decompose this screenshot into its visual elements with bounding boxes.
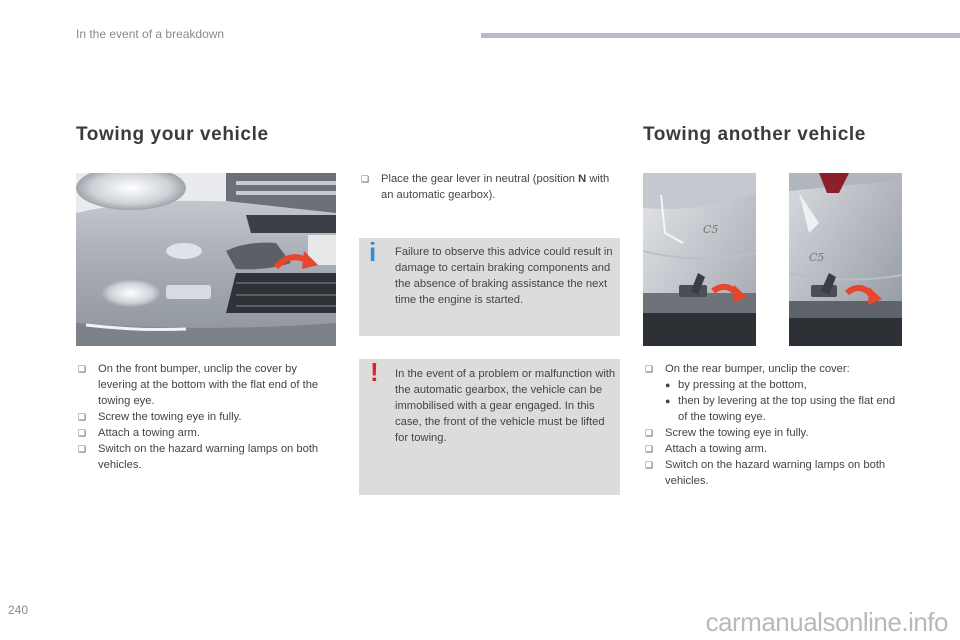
list-item: ❑ Attach a towing arm. [645,443,767,455]
car-badge-logo: C5 [809,251,825,264]
checkbox-icon: ❑ [645,460,654,470]
list-item: ● by pressing at the bottom, [665,379,807,391]
list-item: ❑ Switch on the hazard warning lamps on both vehicles. [645,459,886,487]
list-item: ❑ On the front bumper, unclip the cover by levering at the bottom with the flat end of the towing eye. [78,363,319,407]
right-steps-list [643,361,905,489]
list-item: ❑ Attach a towing arm. [78,427,200,439]
list-item: ❑ Screw the towing eye in fully. [78,411,242,423]
list-item: ❑ Switch on the hazard warning lamps on both vehicles. [78,443,319,471]
bullet-icon: ● [665,396,671,406]
info-text: Failure to observe this advice could result in damage to certain braking components and the absence of braking assistance the next time the engine is started. [395,246,613,306]
info-icon: i [369,237,377,267]
header-bar [481,33,960,38]
rear-bumper-image-1 [643,173,756,346]
rear-bumper-image-2 [789,173,902,346]
page-number: 240 [8,603,29,617]
checkbox-icon: ❑ [361,174,370,184]
checkbox-icon: ❑ [78,364,87,374]
list-item: ● then by levering at the top using the flat end of the towing eye. [665,395,896,423]
warning-box [359,359,620,495]
left-steps-list [76,361,338,473]
title-towing-your-vehicle: Towing your vehicle [76,124,269,145]
car-badge-logo: C5 [703,223,719,236]
checkbox-icon: ❑ [78,428,87,438]
warning-icon: ! [370,357,379,387]
sub-steps-list [665,377,905,425]
middle-step-list [359,171,621,203]
list-item: ❑ Screw the towing eye in fully. [645,427,809,439]
section-header: In the event of a breakdown [76,27,225,41]
bullet-icon: ● [665,380,671,390]
checkbox-icon: ❑ [645,364,654,374]
checkbox-icon: ❑ [645,428,654,438]
checkbox-icon: ❑ [78,444,87,454]
checkbox-icon: ❑ [645,444,654,454]
info-box [359,238,620,336]
list-item: ❑ Place the gear lever in neutral (position N with an automatic gearbox). [361,173,610,201]
front-bumper-image [76,173,336,346]
checkbox-icon: ❑ [78,412,87,422]
title-towing-another-vehicle: Towing another vehicle [643,124,866,145]
watermark: carmanualsonline.info [705,607,948,637]
warning-text: In the event of a problem or malfunction with the automatic gearbox, the vehicle can be immobilised with a gear engaged. In this case, the front of the vehicle must be lifted for towing. [395,368,616,444]
list-item: ❑ On the rear bumper, unclip the cover: ● by pressing at the bottom, ● then by levering at the top using the flat end of the towing eye. [643,361,905,425]
